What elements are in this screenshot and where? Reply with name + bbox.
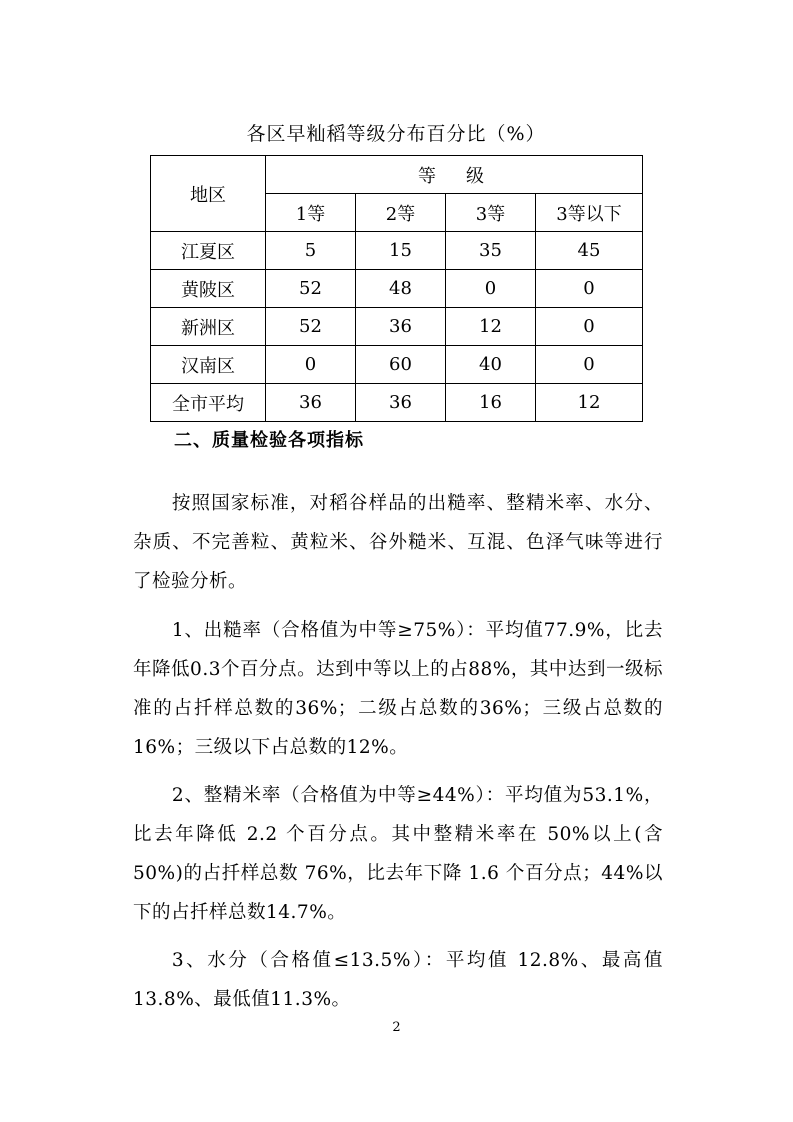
value-cell: 0 (536, 346, 643, 384)
value-cell: 48 (356, 270, 446, 308)
value-cell: 16 (446, 384, 536, 422)
value-cell: 45 (536, 232, 643, 270)
region-cell: 汉南区 (151, 346, 266, 384)
table-header-row (151, 156, 643, 194)
value-cell: 0 (266, 346, 356, 384)
column-header: 3等以下 (536, 194, 643, 232)
value-cell: 0 (446, 270, 536, 308)
value-cell: 36 (356, 384, 446, 422)
table-caption: 各区早籼稻等级分布百分比（%） (246, 123, 546, 145)
value-cell: 15 (356, 232, 446, 270)
column-header: 1等 (266, 194, 356, 232)
value-cell: 35 (446, 232, 536, 270)
value-cell: 60 (356, 346, 446, 384)
value-cell: 0 (536, 308, 643, 346)
column-header: 2等 (356, 194, 446, 232)
value-cell: 52 (266, 308, 356, 346)
region-cell: 新洲区 (151, 308, 266, 346)
value-cell: 36 (356, 308, 446, 346)
value-cell: 5 (266, 232, 356, 270)
table-row (151, 384, 643, 422)
value-cell: 52 (266, 270, 356, 308)
region-cell: 江夏区 (151, 232, 266, 270)
table-row (151, 346, 643, 384)
value-cell: 12 (446, 308, 536, 346)
table-row (151, 270, 643, 308)
paragraph-moisture: 3、水分（合格值≤13.5%）：平均值 12.8%、最高值13.8%、最低值11.3%。 (133, 949, 663, 1010)
table-row (151, 232, 643, 270)
value-cell: 40 (446, 346, 536, 384)
paragraph-intro: 按照国家标准，对稻谷样品的出糙率、整精米率、水分、杂质、不完善粒、黄粒米、谷外糙米、互混、色泽气味等进行了检验分析。 (133, 492, 663, 592)
table-row (151, 308, 643, 346)
region-column-header: 地区 (151, 156, 266, 232)
page-number: 2 (392, 1020, 401, 1035)
value-cell: 36 (266, 384, 356, 422)
paragraph-head-rice-rate: 2、整精米率（合格值为中等≥44%）：平均值为53.1%，比去年降低 2.2 个百分点。其中整精米率在 50%以上(含50%)的占扦样总数 76%，比去年下降 1.6 个百分点；44%以下的占扦样总数14.7%。 (133, 784, 663, 923)
grade-distribution-table (150, 155, 643, 422)
column-header: 3等 (446, 194, 536, 232)
value-cell: 0 (536, 270, 643, 308)
region-cell: 全市平均 (151, 384, 266, 422)
paragraph-husked-rice-rate: 1、出糙率（合格值为中等≥75%）：平均值77.9%，比去年降低0.3个百分点。达到中等以上的占88%，其中达到一级标准的占扦样总数的36%；二级占总数的36%；三级占总数的16%；三级以下占总数的12%。 (133, 619, 663, 758)
value-cell: 12 (536, 384, 643, 422)
section-heading: 二、质量检验各项指标 (174, 430, 364, 451)
grade-group-header: 等 级 (266, 156, 643, 194)
region-cell: 黄陂区 (151, 270, 266, 308)
